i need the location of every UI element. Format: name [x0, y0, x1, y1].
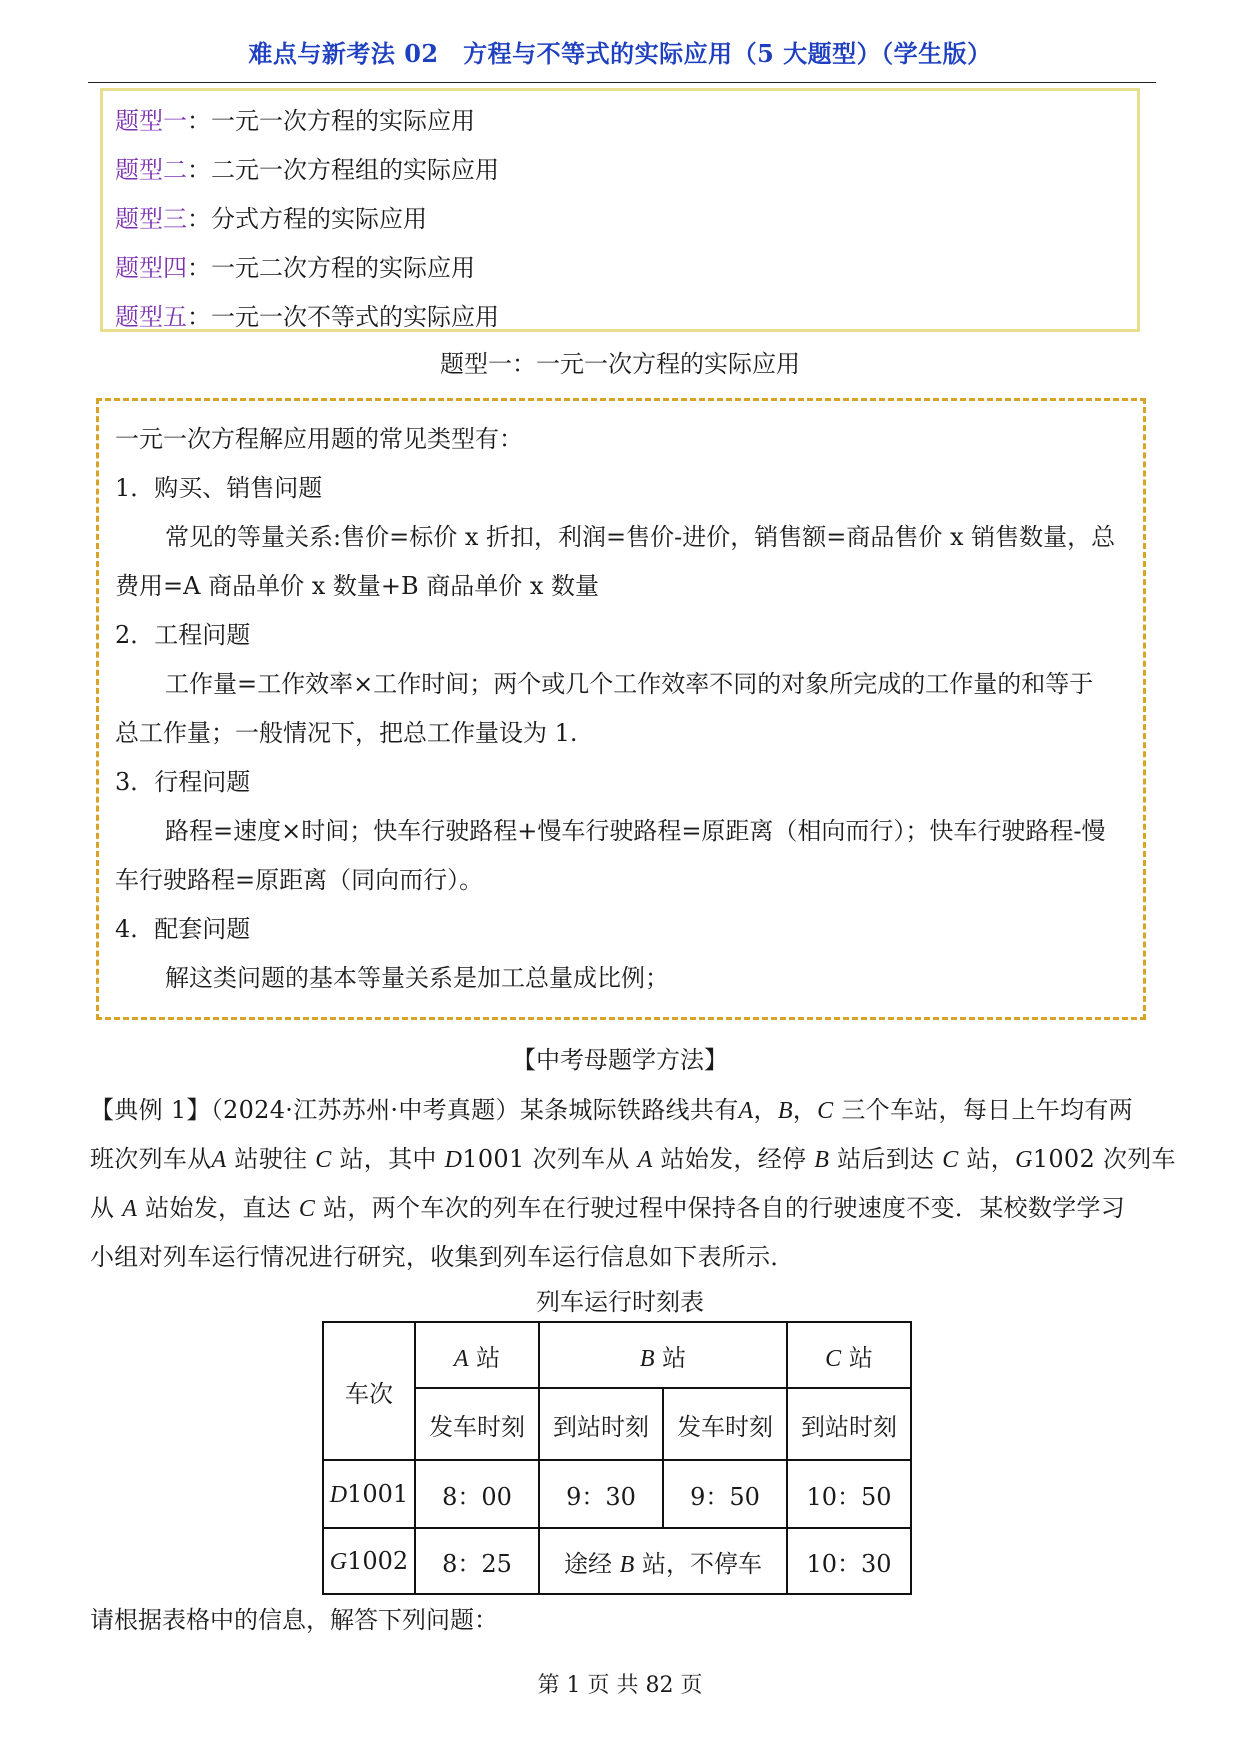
header-depart-time: 发车时刻: [415, 1388, 539, 1460]
header-station-a: A 站: [415, 1322, 539, 1388]
topic-item-text: 一元一次不等式的实际应用: [211, 303, 499, 331]
page-title: 难点与新考法 02 方程与不等式的实际应用（5 大题型）（学生版）: [248, 39, 992, 68]
cell-a-depart: 8：00: [415, 1460, 539, 1528]
topic-item-text: 一元一次方程的实际应用: [211, 107, 475, 135]
notes-text: 解这类问题的基本等量关系是加工总量成比例；: [165, 964, 669, 992]
header-station-b: B 站: [539, 1322, 787, 1388]
notes-heading-work: 2．工程问题: [115, 621, 251, 649]
table-row: [323, 1528, 911, 1594]
example-problem: [90, 1086, 1176, 1282]
topic-item-1[interactable]: 题型一：一元一次方程的实际应用: [115, 107, 475, 135]
section-heading: 题型一：一元一次方程的实际应用: [440, 350, 800, 378]
topic-item-text: 分式方程的实际应用: [211, 205, 427, 233]
notes-text: 总工作量；一般情况下，把总工作量设为 1.: [115, 719, 578, 747]
topic-item-label: 题型三: [115, 205, 187, 233]
topic-list-box: [100, 88, 1140, 332]
cell-b-depart: 9：50: [663, 1460, 787, 1528]
notes-text: 路程=速度×时间；快车行驶路程+慢车行驶路程=原距离（相向而行）；快车行驶路程-慢: [165, 817, 1106, 845]
example-line: 【典例 1】（2024·江苏苏州·中考真题）某条城际铁路线共有A，B，C 三个车站，每日上午均有两: [90, 1096, 1133, 1124]
example-line: 从 A 站始发，直达 C 站，两个车次的列车在行驶过程中保持各自的行驶速度不变．某校数学学习: [90, 1194, 1126, 1222]
topic-item-label: 题型一: [115, 107, 187, 135]
page-number: 第 1 页 共 82 页: [537, 1673, 703, 1698]
header-arrive-time: 到站时刻: [539, 1388, 663, 1460]
topic-item-3[interactable]: 题型三：分式方程的实际应用: [115, 205, 427, 233]
header-station-c: C 站: [787, 1322, 911, 1388]
header-arrive-time: 到站时刻: [787, 1388, 911, 1460]
train-code: D1001: [323, 1460, 415, 1528]
method-heading: 【中考母题学方法】: [512, 1046, 728, 1074]
cell-c-arrive: 10：50: [787, 1460, 911, 1528]
question-prompt: 请根据表格中的信息，解答下列问题：: [90, 1606, 498, 1634]
notes-text: 车行驶路程=原距离（同向而行）。: [115, 866, 484, 894]
topic-item-5[interactable]: 题型五：一元一次不等式的实际应用: [115, 303, 499, 331]
notes-heading-sales: 1．购买、销售问题: [115, 474, 323, 502]
cell-b-pass-through: 途经 B 站，不停车: [539, 1528, 787, 1594]
notes-heading-matching: 4．配套问题: [115, 915, 251, 943]
train-timetable: [322, 1321, 912, 1595]
example-line: 小组对列车运行情况进行研究，收集到列车运行信息如下表所示．: [90, 1243, 795, 1271]
method-notes-box: [96, 398, 1146, 1020]
topic-item-2[interactable]: 题型二：二元一次方程组的实际应用: [115, 156, 499, 184]
notes-text: 费用=A 商品单价 x 数量+B 商品单价 x 数量: [115, 572, 600, 600]
notes-intro: 一元一次方程解应用题的常见类型有：: [115, 425, 523, 453]
header-train-number: 车次: [323, 1322, 415, 1460]
notes-text: 常见的等量关系:售价=标价 x 折扣，利润=售价-进价，销售额=商品售价 x 销售数量，总: [165, 523, 1116, 551]
cell-c-arrive: 10：30: [787, 1528, 911, 1594]
topic-item-label: 题型四: [115, 254, 187, 282]
topic-item-label: 题型二: [115, 156, 187, 184]
header-divider: [88, 82, 1156, 83]
topic-item-text: 二元一次方程组的实际应用: [211, 156, 499, 184]
topic-item-4[interactable]: 题型四：一元二次方程的实际应用: [115, 254, 475, 282]
cell-b-arrive: 9：30: [539, 1460, 663, 1528]
example-line: 班次列车从A 站驶往 C 站，其中 D1001 次列车从 A 站始发，经停 B 站后到达 C 站，G1002 次列车: [90, 1145, 1176, 1173]
topic-item-label: 题型五: [115, 303, 187, 331]
train-code: G1002: [323, 1528, 415, 1594]
notes-heading-travel: 3．行程问题: [115, 768, 251, 796]
topic-item-text: 一元二次方程的实际应用: [211, 254, 475, 282]
header-depart-time: 发车时刻: [663, 1388, 787, 1460]
table-row: [323, 1460, 911, 1528]
cell-a-depart: 8：25: [415, 1528, 539, 1594]
notes-text: 工作量=工作效率×工作时间；两个或几个工作效率不同的对象所完成的工作量的和等于: [165, 670, 1094, 698]
timetable-caption: 列车运行时刻表: [536, 1288, 704, 1316]
